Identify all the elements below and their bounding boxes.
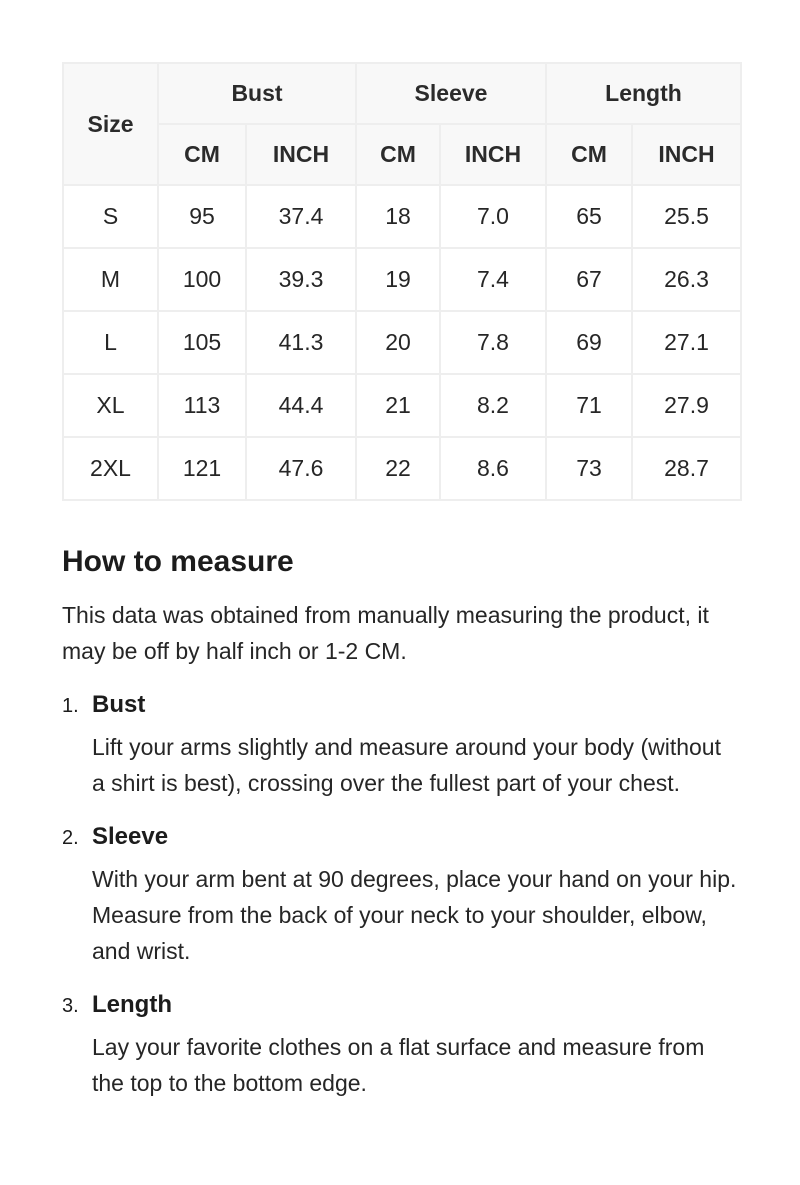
size-chart-header [63,63,741,185]
col-group-sleeve: Sleeve [356,63,546,124]
sleeve-cm-cell: 21 [356,374,440,437]
measure-step-length [62,991,740,1101]
measure-steps-list [62,691,740,1101]
bust-cm-cell: 121 [158,437,246,500]
col-header-sleeve-inch: INCH [440,124,546,185]
length-inch-cell: 27.1 [632,311,741,374]
size-cell: 2XL [63,437,158,500]
step-number: 2. [62,827,79,849]
sleeve-inch-cell: 7.4 [440,248,546,311]
bust-inch-cell: 37.4 [246,185,356,248]
bust-inch-cell: 41.3 [246,311,356,374]
step-title-length: Length [92,991,172,1018]
col-header-size: Size [63,63,158,185]
length-inch-cell: 28.7 [632,437,741,500]
length-cm-cell: 65 [546,185,632,248]
step-number: 3. [62,995,79,1017]
table-row-s [63,185,741,248]
bust-cm-cell: 100 [158,248,246,311]
col-header-length-cm: CM [546,124,632,185]
sleeve-inch-cell: 7.8 [440,311,546,374]
sleeve-cm-cell: 19 [356,248,440,311]
bust-cm-cell: 105 [158,311,246,374]
step-description-length: Lay your favorite clothes on a flat surface and measure from the top to the bottom edge. [92,1034,705,1096]
step-description-bust: Lift your arms slightly and measure around your body (without a shirt is best), crossing over the fullest part of your chest. [92,734,721,796]
step-title-bust: Bust [92,691,146,718]
step-number: 1. [62,695,79,717]
length-inch-cell: 26.3 [632,248,741,311]
size-cell: L [63,311,158,374]
size-cell: XL [63,374,158,437]
how-to-measure-title: How to measure [62,545,294,578]
length-inch-cell: 25.5 [632,185,741,248]
step-description-sleeve: With your arm bent at 90 degrees, place your hand on your hip. Measure from the back of your neck to your shoulder, elbow, and wrist. [92,866,737,964]
sleeve-inch-cell: 7.0 [440,185,546,248]
bust-cm-cell: 113 [158,374,246,437]
sleeve-cm-cell: 20 [356,311,440,374]
col-group-length: Length [546,63,741,124]
measure-step-sleeve [62,823,740,969]
col-header-sleeve-cm: CM [356,124,440,185]
size-cell: M [63,248,158,311]
col-header-length-inch: INCH [632,124,741,185]
length-cm-cell: 73 [546,437,632,500]
measure-step-bust [62,691,740,801]
length-cm-cell: 71 [546,374,632,437]
table-row-m [63,248,741,311]
length-cm-cell: 69 [546,311,632,374]
bust-inch-cell: 47.6 [246,437,356,500]
table-row-2xl [63,437,741,500]
col-header-bust-cm: CM [158,124,246,185]
sleeve-inch-cell: 8.6 [440,437,546,500]
bust-cm-cell: 95 [158,185,246,248]
bust-inch-cell: 44.4 [246,374,356,437]
how-to-measure-section [62,545,740,1101]
bust-inch-cell: 39.3 [246,248,356,311]
length-cm-cell: 67 [546,248,632,311]
measure-intro-text: This data was obtained from manually measuring the product, it may be off by half inch or 1-2 CM. [62,602,709,664]
table-row-l [63,311,741,374]
table-row-xl [63,374,741,437]
size-chart-table [62,62,742,501]
size-cell: S [63,185,158,248]
col-header-bust-inch: INCH [246,124,356,185]
length-inch-cell: 27.9 [632,374,741,437]
col-group-bust: Bust [158,63,356,124]
sleeve-cm-cell: 22 [356,437,440,500]
step-title-sleeve: Sleeve [92,823,169,850]
sleeve-inch-cell: 8.2 [440,374,546,437]
sleeve-cm-cell: 18 [356,185,440,248]
